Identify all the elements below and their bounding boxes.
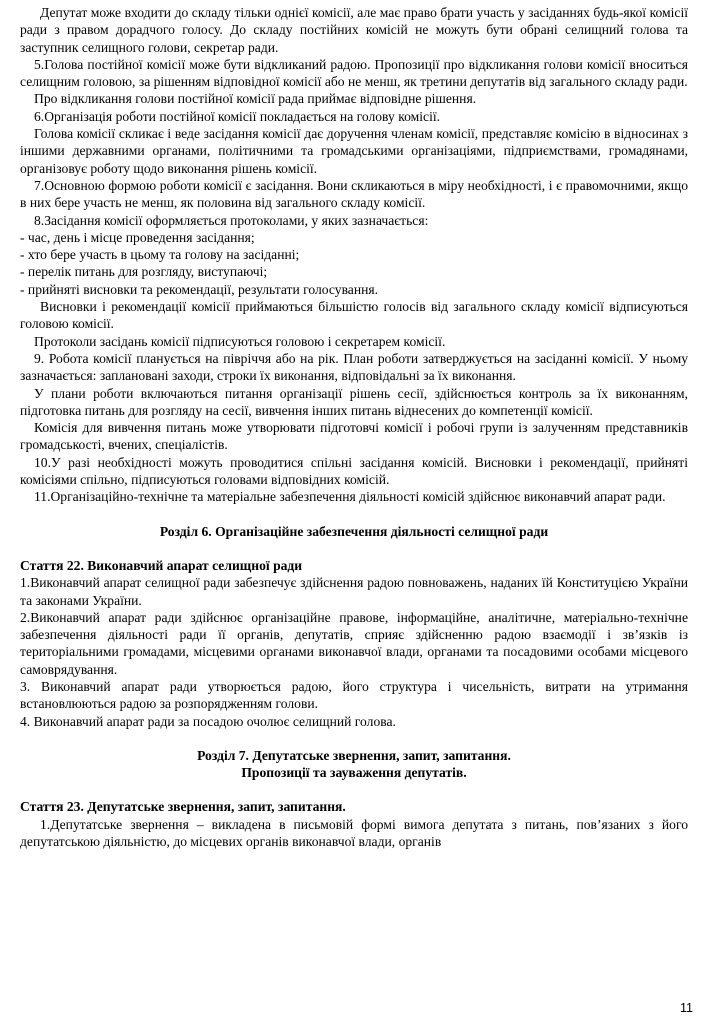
page-number: 11 [680, 1001, 693, 1015]
paragraph: Комісія для вивчення питань може утворювати підготовчі комісії і робочі групи із залученням представників громадськості, вчених, спеціалістів. [20, 420, 688, 453]
section-heading: Розділ 7. Депутатське звернення, запит, запитання. [197, 747, 511, 763]
paragraph: Протоколи засідань комісії підписуються головою і секретарем комісії. [34, 333, 446, 349]
paragraph: 11.Організаційно-технічне та матеріальне забезпечення діяльності комісій здійснює виконавчий апарат ради. [34, 489, 666, 505]
paragraph: 10.У разі необхідності можуть проводитися спільні засідання комісій. Висновки і рекомендації, прийняті комісіями спільно, підписуються головами відповідних комісій. [20, 454, 688, 488]
spacer [20, 781, 688, 798]
paragraph: 3. Виконавчий апарат ради утворюється радою, його структура і чисельність, витрати на утримання встановлюються радою за розпорядженням голови. [20, 678, 688, 712]
paragraph: 4. Виконавчий апарат ради за посадою очолює селищний голова. [20, 713, 396, 729]
paragraph: Висновки і рекомендації комісії приймаються більшістю голосів від загального складу комісії відписуються головою комісії. [20, 299, 688, 332]
spacer [20, 540, 688, 557]
list-item: - перелік питань для розгляду, виступаючі; [20, 264, 268, 280]
paragraph: Про відкликання голови постійної комісії рада приймає відповідне рішення. [34, 91, 477, 107]
section-subheading: Пропозиції та зауваження депутатів. [241, 765, 467, 781]
list-item: - хто бере участь в цьому та голову на засіданні; [20, 247, 300, 263]
paragraph: У плани роботи включаються питання організації рішень сесії, здійснюється контроль за їх виконанням, підготовка питань для розгляду на сесії, вивчення інших питань віднесених до компетенції комісії. [20, 385, 688, 418]
paragraph: 8.Засідання комісії оформляється протоколами, у яких зазначається: [34, 212, 429, 228]
paragraph: 1.Виконавчий апарат селищної ради забезпечує здійснення радою повноважень, наданих їй Конституцією України та законами України. [20, 575, 688, 608]
paragraph: Голова комісії скликає і веде засідання комісії дає доручення членам комісії, представляє комісію в відносинах з іншими державними органами, політичними та громадськими організаціями, підприємствами, громадянами, організовує роботу щодо виконання рішень комісії. [20, 126, 688, 176]
paragraph: 5.Голова постійної комісії може бути відкликаний радою. Пропозиції про відкликання голови комісії вноситься селищним головою, за рішенням відповідної комісії або не менш, як третини депутатів від загального складу ради. [20, 56, 688, 90]
document-body [20, 4, 688, 850]
spacer [20, 506, 688, 523]
paragraph: 2.Виконавчий апарат ради здійснює організаційне правове, інформаційне, аналітичне, матеріально-технічне забезпечення діяльності ради її органів, депутатів, сприяє здійсненню радою взаємодії і зв’язків із територіальними громадами, місцевими органами виконавчої влади, органами та посадовими особами місцевого самоврядування. [20, 609, 688, 677]
article-heading: Стаття 23. Депутатське звернення, запит, запитання. [20, 799, 346, 815]
list-item: - час, день і місце проведення засідання; [20, 229, 255, 245]
paragraph: 1.Депутатське звернення – викладена в письмовій формі вимога депутата з питань, пов’язаних з його депутатською діяльністю, до місцевих органів виконавчої влади, органів [20, 816, 688, 850]
paragraph: 7.Основною формою роботи комісії є засідання. Вони скликаються в міру необхідності, і є правомочними, якщо в них бере участь не менш, як половина від загального складу комісії. [20, 177, 688, 211]
article-heading: Стаття 22. Виконавчий апарат селищної ради [20, 557, 303, 573]
section-heading: Розділ 6. Організаційне забезпечення діяльності селищної ради [159, 523, 549, 539]
paragraph: 9. Робота комісії планується на півріччя або на рік. План роботи затверджується на засіданні комісії. У ньому зазначається: заплановані заходи, строки їх виконання, відповідальні за їх виконання. [20, 350, 688, 384]
paragraph: 6.Організація роботи постійної комісії покладається на голову комісії. [34, 108, 441, 124]
spacer [20, 730, 688, 747]
list-item: - прийняті висновки та рекомендації, результати голосування. [20, 281, 379, 297]
paragraph: Депутат може входити до складу тільки однієї комісії, але має право брати участь у засіданнях будь-якої комісії ради з правом дорадчого голосу. До складу постійних комісій не можуть бути обрані селищний голова та заступник селищного голови, секретар ради. [20, 5, 688, 55]
